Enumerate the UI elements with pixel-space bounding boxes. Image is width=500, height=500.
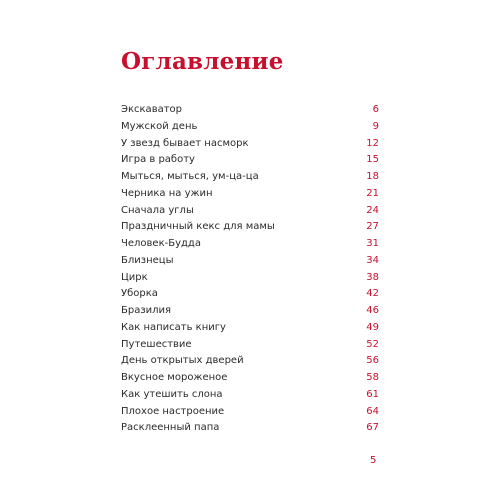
page-number: 5 [370, 455, 377, 466]
toc-entry-title: Расклеенный папа [121, 422, 220, 434]
toc-entry-title: Путешествие [121, 338, 192, 350]
toc-entry [121, 286, 379, 303]
toc-entry [121, 136, 379, 153]
toc-entry [121, 253, 379, 270]
toc-entry [121, 169, 379, 186]
toc-entry [121, 186, 379, 203]
toc-entry-title: Экскаватор [121, 104, 183, 115]
table-of-contents [121, 102, 379, 437]
toc-entry-page: 24 [366, 204, 379, 216]
toc-entry-page: 27 [366, 221, 379, 233]
toc-entry-page: 58 [366, 372, 379, 383]
toc-entry [121, 219, 379, 236]
toc-entry-page: 56 [366, 355, 379, 367]
toc-entry-page: 46 [366, 305, 379, 316]
toc-entry [121, 119, 379, 136]
toc-entry-page: 18 [366, 171, 379, 182]
toc-entry [121, 404, 379, 421]
toc-entry-page: 42 [366, 288, 379, 300]
toc-entry [121, 303, 379, 320]
toc-entry-page: 12 [366, 137, 379, 149]
toc-entry-title: Плохое настроение [121, 405, 225, 417]
toc-entry-page: 31 [366, 238, 379, 249]
toc-entry-page: 52 [366, 338, 379, 350]
toc-entry [121, 353, 379, 370]
toc-entry-page: 34 [366, 254, 379, 266]
toc-entry-page: 38 [366, 271, 379, 283]
toc-entry [121, 203, 379, 220]
toc-entry-title: Игра в работу [121, 154, 195, 166]
toc-entry-title: Мужской день [121, 120, 198, 132]
toc-entry-title: Как утешить слона [121, 388, 223, 400]
toc-entry-title: Близнецы [121, 254, 174, 266]
toc-entry-page: 15 [366, 154, 379, 166]
toc-entry-title: Человек-Будда [121, 238, 201, 249]
toc-entry-title: Мыться, мыться, ум-ца-ца [121, 171, 259, 182]
toc-entry-title: У звезд бывает насморк [121, 137, 249, 149]
toc-entry [121, 320, 379, 337]
toc-entry-page: 64 [366, 405, 379, 417]
toc-entry-page: 49 [366, 321, 379, 333]
page-title: Оглавление [121, 48, 284, 75]
toc-entry-title: Вкусное мороженое [121, 372, 228, 383]
toc-entry-page: 9 [372, 120, 379, 132]
toc-entry [121, 102, 379, 119]
toc-entry-title: День открытых дверей [121, 355, 244, 367]
toc-entry-page: 21 [366, 187, 379, 199]
toc-entry-page: 61 [366, 388, 379, 400]
toc-entry-title: Уборка [121, 288, 158, 300]
toc-entry-title: Праздничный кекс для мамы [121, 221, 275, 233]
toc-entry [121, 387, 379, 404]
toc-entry [121, 236, 379, 253]
toc-entry [121, 337, 379, 354]
toc-entry-title: Сначала углы [121, 204, 194, 216]
toc-entry [121, 370, 379, 387]
toc-entry-page: 67 [366, 422, 379, 434]
toc-entry-title: Бразилия [121, 305, 172, 316]
toc-entry-title: Как написать книгу [121, 321, 226, 333]
toc-entry [121, 270, 379, 287]
toc-entry [121, 152, 379, 169]
toc-entry-title: Черника на ужин [121, 187, 213, 199]
toc-entry [121, 420, 379, 437]
toc-entry-title: Цирк [121, 271, 148, 283]
toc-entry-page: 6 [372, 104, 379, 115]
